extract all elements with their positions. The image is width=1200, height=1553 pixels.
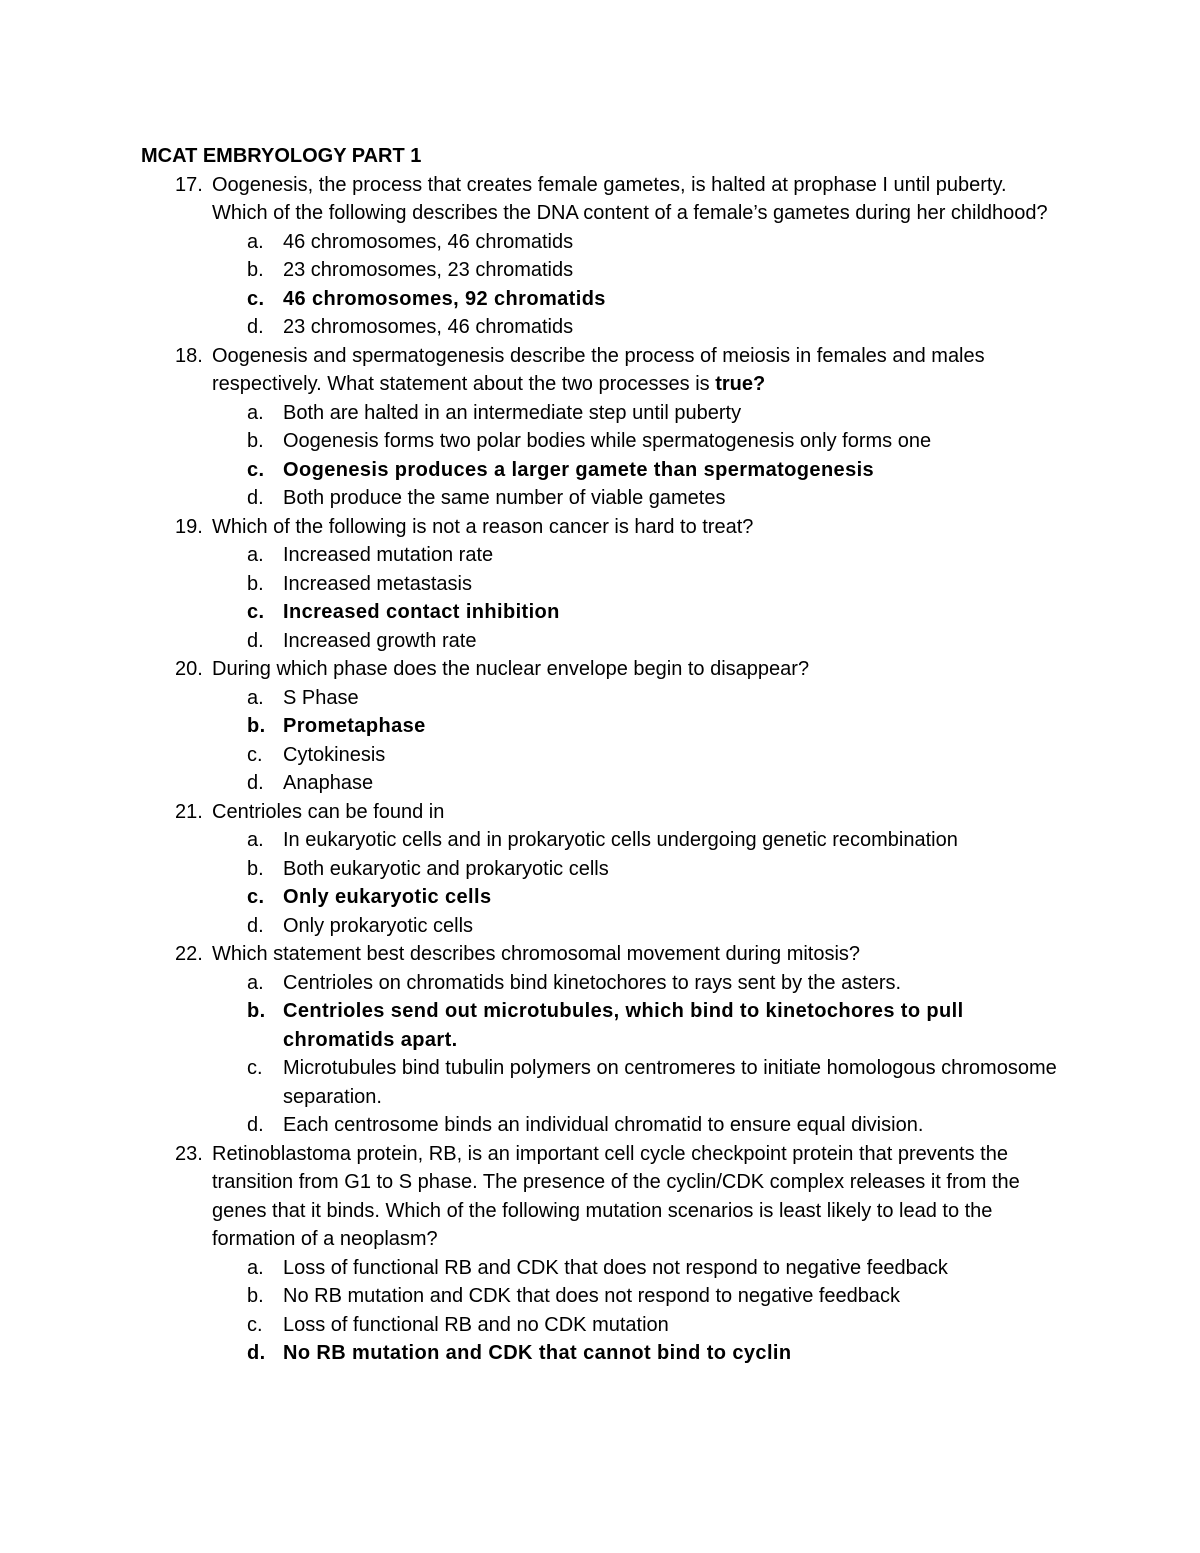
option-letter: b. [247, 572, 264, 595]
answer-option [212, 399, 1061, 428]
option-letter: b. [247, 1000, 266, 1022]
option-text: Cytokinesis [283, 743, 386, 766]
option-text: Loss of functional RB and CDK that does not respond to negative feedback [283, 1256, 948, 1279]
option-letter: c. [247, 743, 263, 766]
question-item [141, 342, 1061, 513]
answer-option [212, 1254, 1061, 1283]
answer-option [212, 684, 1061, 713]
answer-option [212, 228, 1061, 257]
option-letter: d. [247, 629, 264, 652]
option-letter: d. [247, 1114, 264, 1136]
question-number: 21. [175, 800, 203, 823]
question-number: 18. [175, 344, 203, 367]
question-number: 19. [175, 515, 203, 538]
option-text: Only prokaryotic cells [283, 914, 474, 937]
answer-option-correct [212, 1339, 1061, 1368]
answer-options [212, 541, 1061, 655]
question-text-body: Which of the following is not a reason cancer is hard to treat? [212, 515, 754, 538]
option-text: Both produce the same number of viable gametes [283, 487, 726, 509]
question-number: 17. [175, 173, 203, 196]
answer-options [212, 684, 1061, 798]
option-text: Loss of functional RB and no CDK mutation [283, 1313, 669, 1336]
option-letter: a. [247, 1256, 264, 1279]
question-text-body: Centrioles can be found in [212, 800, 445, 823]
option-letter: a. [247, 544, 264, 566]
option-letter: d. [247, 914, 264, 937]
option-text: Oogenesis produces a larger gamete than spermatogenesis [283, 458, 875, 481]
answer-option [212, 1054, 1061, 1111]
answer-option [212, 570, 1061, 599]
question-item [141, 513, 1061, 656]
answer-option-correct [212, 997, 1061, 1054]
question-text [212, 940, 1061, 969]
option-letter: d. [247, 772, 264, 794]
question-item [141, 171, 1061, 342]
option-text: No RB mutation and CDK that does not respond to negative feedback [283, 1285, 901, 1307]
answer-option [212, 256, 1061, 285]
option-text: Only eukaryotic cells [283, 886, 492, 908]
option-text: Anaphase [283, 772, 374, 794]
answer-option-correct [212, 285, 1061, 314]
question-number: 22. [175, 943, 203, 965]
option-text: No RB mutation and CDK that cannot bind to cyclin [283, 1342, 792, 1364]
option-letter: b. [247, 430, 264, 452]
answer-option [212, 741, 1061, 770]
question-text [212, 342, 1061, 399]
option-letter: d. [247, 487, 264, 509]
option-text: Oogenesis forms two polar bodies while spermatogenesis only forms one [283, 430, 932, 452]
answer-options [212, 826, 1061, 940]
question-text [212, 171, 1061, 228]
answer-options [212, 228, 1061, 342]
option-text: Each centrosome binds an individual chromatid to ensure equal division. [283, 1114, 924, 1136]
answer-option [212, 1111, 1061, 1140]
option-text: Increased mutation rate [283, 544, 494, 566]
question-text-body: Oogenesis and spermatogenesis describe the process of meiosis in females and males respectively. What statement about the two processes is [212, 344, 985, 395]
question-item [141, 940, 1061, 1140]
option-letter: b. [247, 259, 264, 281]
question-item [141, 798, 1061, 941]
question-text [212, 655, 1061, 684]
answer-option [212, 1282, 1061, 1311]
option-letter: c. [247, 458, 265, 481]
option-text: S Phase [283, 686, 359, 709]
option-letter: b. [247, 857, 264, 880]
option-letter: c. [247, 1057, 263, 1079]
question-number: 23. [175, 1142, 203, 1165]
answer-option [212, 855, 1061, 884]
option-letter: b. [247, 1285, 264, 1307]
answer-option-correct [212, 883, 1061, 912]
answer-option [212, 912, 1061, 941]
question-list [141, 171, 1061, 1368]
answer-option-correct [212, 456, 1061, 485]
answer-option [212, 313, 1061, 342]
option-letter: c. [247, 1313, 263, 1336]
answer-options [212, 399, 1061, 513]
question-item [141, 655, 1061, 798]
answer-options [212, 969, 1061, 1140]
option-letter: a. [247, 829, 264, 851]
option-text: Microtubules bind tubulin polymers on centromeres to initiate homologous chromosome separation. [283, 1057, 1057, 1108]
option-text: In eukaryotic cells and in prokaryotic cells undergoing genetic recombination [283, 829, 958, 851]
question-text-emphasis: true? [715, 373, 766, 395]
answer-option-correct [212, 712, 1061, 741]
option-text: Increased contact inhibition [283, 601, 560, 623]
option-text: Increased growth rate [283, 629, 477, 652]
answer-option [212, 826, 1061, 855]
option-letter: a. [247, 686, 264, 709]
option-letter: c. [247, 601, 265, 623]
option-text: Both eukaryotic and prokaryotic cells [283, 857, 609, 880]
option-text: 23 chromosomes, 46 chromatids [283, 316, 574, 338]
option-text: Centrioles on chromatids bind kinetochores to rays sent by the asters. [283, 971, 902, 994]
question-item [141, 1140, 1061, 1368]
option-letter: a. [247, 401, 264, 424]
option-text: Both are halted in an intermediate step until puberty [283, 401, 742, 424]
answer-options [212, 1254, 1061, 1368]
option-text: Centrioles send out microtubules, which bind to kinetochores to pull chromatids apart. [283, 1000, 964, 1051]
answer-option [212, 484, 1061, 513]
option-text: Increased metastasis [283, 572, 472, 595]
answer-option-correct [212, 598, 1061, 627]
question-text-body: Which statement best describes chromosomal movement during mitosis? [212, 943, 861, 965]
option-letter: d. [247, 1342, 266, 1364]
question-text [212, 1140, 1061, 1254]
option-text: 23 chromosomes, 23 chromatids [283, 259, 574, 281]
option-letter: c. [247, 287, 265, 310]
question-text [212, 513, 1061, 542]
answer-option [212, 969, 1061, 998]
option-letter: a. [247, 971, 264, 994]
answer-option [212, 627, 1061, 656]
question-text-body: During which phase does the nuclear envelope begin to disappear? [212, 658, 810, 680]
option-text: Prometaphase [283, 715, 426, 737]
option-letter: d. [247, 316, 264, 338]
option-letter: c. [247, 886, 265, 908]
option-letter: a. [247, 230, 264, 253]
question-number: 20. [175, 658, 203, 680]
answer-option [212, 541, 1061, 570]
question-text-body: Oogenesis, the process that creates female gametes, is halted at prophase I until puberty. Which of the following describes the DNA content of a female’s gametes during her childhood? [212, 173, 1048, 224]
answer-option [212, 769, 1061, 798]
option-text: 46 chromosomes, 92 chromatids [283, 287, 606, 310]
option-text: 46 chromosomes, 46 chromatids [283, 230, 574, 253]
answer-option [212, 427, 1061, 456]
answer-option [212, 1311, 1061, 1340]
document-title: MCAT EMBRYOLOGY PART 1 [141, 145, 422, 167]
option-letter: b. [247, 715, 266, 737]
question-text-body: Retinoblastoma protein, RB, is an important cell cycle checkpoint protein that prevents the transition from G1 to S phase. The presence of the cyclin/CDK complex releases it from the genes that it binds. Which of the following mutation scenarios is least likely to lead to the formation of a neoplasm? [212, 1142, 1020, 1250]
question-text [212, 798, 1061, 827]
